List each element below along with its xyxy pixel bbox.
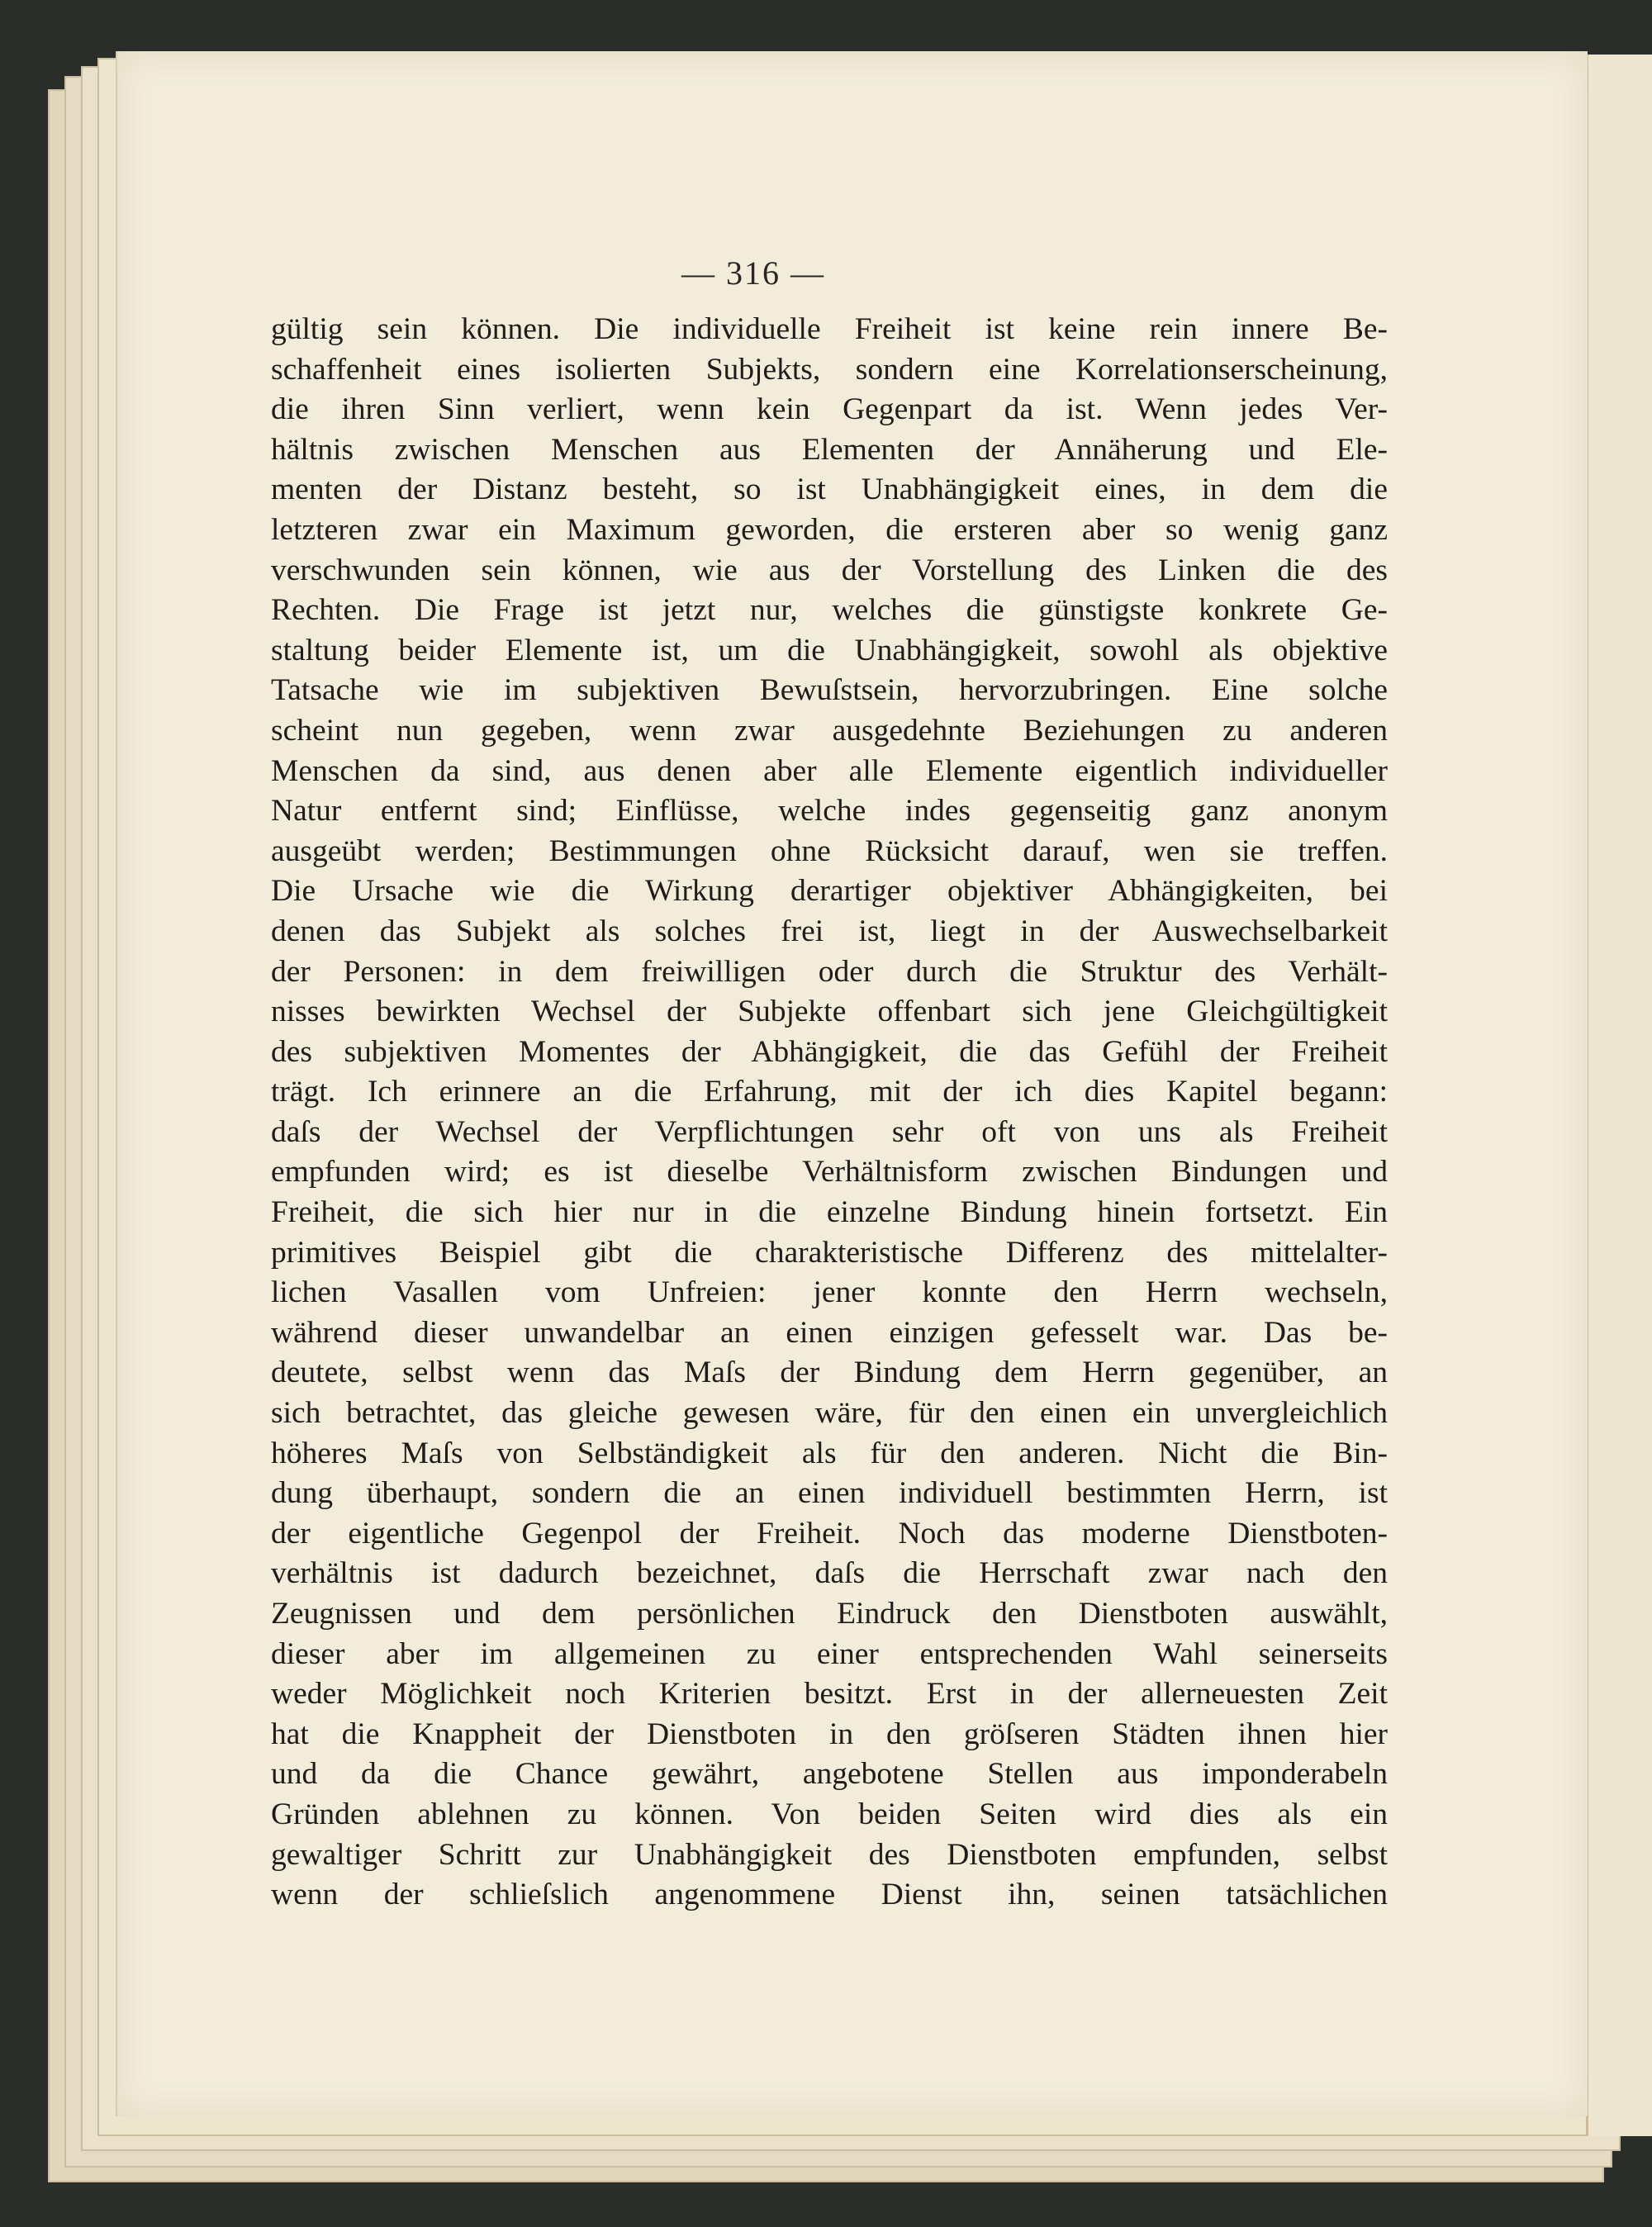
text-line: deutete, selbst wenn das Maſs der Bindung dem Herrn gegenüber, an <box>271 1356 1388 1390</box>
text-line: trägt. Ich erinnere an die Erfahrung, mit der ich dies Kapitel begann: <box>271 1075 1388 1109</box>
text-line: denen das Subjekt als solches frei ist, liegt in der Auswechselbarkeit <box>271 914 1388 948</box>
adjacent-page <box>1586 55 1652 2136</box>
text-line: Natur entfernt sind; Einflüsse, welche indes gegenseitig ganz anonym <box>271 794 1388 829</box>
text-line: verschwunden sein können, wie aus der Vorstellung des Linken die des <box>271 553 1388 587</box>
text-line: Tatsache wie im subjektiven Bewuſstsein, hervorzubringen. Eine solche <box>271 673 1388 708</box>
text-line: des subjektiven Momentes der Abhängigkeit, die das Gefühl der Freiheit <box>271 1034 1388 1069</box>
text-line: nisses bewirkten Wechsel der Subjekte offenbart sich jene Gleichgültigkeit <box>271 995 1388 1029</box>
text-line: hältnis zwischen Menschen aus Elementen der Annäherung und Ele- <box>271 432 1388 467</box>
text-line: höheres Maſs von Selbständigkeit als für den anderen. Nicht die Bin- <box>271 1436 1388 1470</box>
text-line: der eigentliche Gegenpol der Freiheit. Noch das moderne Dienstboten- <box>271 1516 1388 1550</box>
text-line: dung überhaupt, sondern die an einen individuell bestimmten Herrn, ist <box>271 1476 1388 1511</box>
text-line: hat die Knappheit der Dienstboten in den gröſseren Städten ihnen hier <box>271 1717 1388 1751</box>
text-line: empfunden wird; es ist dieselbe Verhältnisform zwischen Bindungen und <box>271 1155 1388 1189</box>
text-line: staltung beider Elemente ist, um die Unabhängigkeit, sowohl als objektive <box>271 633 1388 667</box>
text-line: gültig sein können. Die individuelle Freiheit ist keine rein innere Be- <box>271 312 1388 346</box>
text-line: Menschen da sind, aus denen aber alle Elemente eigentlich individueller <box>271 753 1388 788</box>
text-line: die ihren Sinn verliert, wenn kein Gegenpart da ist. Wenn jedes Ver- <box>271 392 1388 427</box>
text-line: scheint nun gegeben, wenn zwar ausgedehnte Beziehungen zu anderen <box>271 713 1388 748</box>
text-line: verhältnis ist dadurch bezeichnet, daſs die Herrschaft zwar nach den <box>271 1556 1388 1591</box>
text-line: daſs der Wechsel der Verpflichtungen sehr oft von uns als Freiheit <box>271 1114 1388 1149</box>
text-line: primitives Beispiel gibt die charakteristische Differenz des mittelalter- <box>271 1235 1388 1270</box>
text-line: Zeugnissen und dem persönlichen Eindruck den Dienstboten auswählt, <box>271 1597 1388 1631</box>
text-line: letzteren zwar ein Maximum geworden, die ersteren aber so wenig ganz <box>271 512 1388 547</box>
text-line: lichen Vasallen vom Unfreien: jener konnte den Herrn wechseln, <box>271 1275 1388 1310</box>
page-number: — 316 — <box>681 254 825 292</box>
text-line: Gründen ablehnen zu können. Von beiden Seiten wird dies als ein <box>271 1797 1388 1831</box>
text-line: der Personen: in dem freiwilligen oder durch die Struktur des Verhält- <box>271 954 1388 989</box>
text-line: während dieser unwandelbar an einen einzigen gefesselt war. Das be- <box>271 1315 1388 1350</box>
text-line: weder Möglichkeit noch Kriterien besitzt. Erst in der allerneuesten Zeit <box>271 1677 1388 1712</box>
text-line: sich betrachtet, das gleiche gewesen wäre, für den einen ein unvergleichlich <box>271 1396 1388 1431</box>
text-line: wenn der schlieſslich angenommene Dienst ihn, seinen tatsächlichen <box>271 1878 1388 1912</box>
text-line: ausgeübt werden; Bestimmungen ohne Rücksicht darauf, wen sie treffen. <box>271 833 1388 868</box>
text-line: und da die Chance gewährt, angebotene Stellen aus imponderabeln <box>271 1757 1388 1792</box>
text-line: menten der Distanz besteht, so ist Unabhängigkeit eines, in dem die <box>271 472 1388 507</box>
text-line: dieser aber im allgemeinen zu einer entsprechenden Wahl seinerseits <box>271 1636 1388 1671</box>
body-text <box>271 310 1388 1916</box>
text-line: Rechten. Die Frage ist jetzt nur, welches die günstigste konkrete Ge- <box>271 593 1388 628</box>
text-line: gewaltiger Schritt zur Unabhängigkeit des Dienstboten empfunden, selbst <box>271 1837 1388 1872</box>
text-line: Freiheit, die sich hier nur in die einzelne Bindung hinein fortsetzt. Ein <box>271 1195 1388 1230</box>
text-line: Die Ursache wie die Wirkung derartiger objektiver Abhängigkeiten, bei <box>271 874 1388 909</box>
text-line: schaffenheit eines isolierten Subjekts, sondern eine Korrelationserscheinung, <box>271 352 1388 387</box>
